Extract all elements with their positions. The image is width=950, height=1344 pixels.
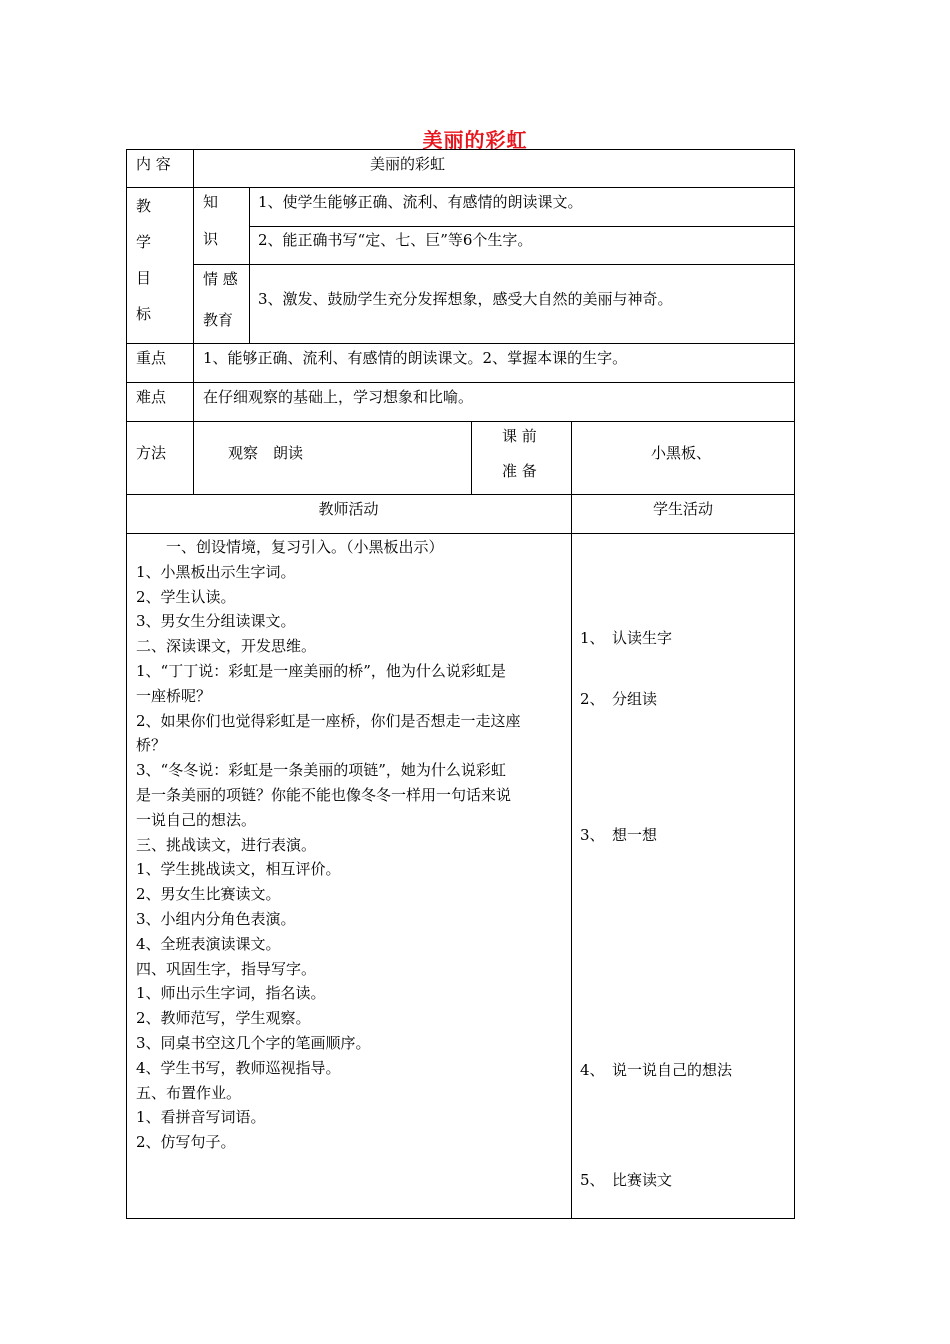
goals-label-char: 学 (136, 233, 152, 251)
column-divider (193, 149, 194, 494)
knowledge-label-char: 识 (203, 230, 219, 248)
teacher-line: 2、教师范写，学生观察。 (136, 1009, 311, 1028)
teacher-line: 4、学生书写，教师巡视指导。 (136, 1058, 341, 1077)
prep-label-line: 课 前 (502, 427, 537, 445)
knowledge-goal-1: 1、使学生能够正确、流利、有感情的朗读课文。 (258, 193, 583, 211)
teacher-line: 2、仿写句子。 (136, 1133, 236, 1152)
student-activity-item: 3、 想一想 (580, 826, 658, 844)
row-divider (126, 187, 795, 188)
row-divider (126, 382, 795, 383)
teacher-line: 1、“丁丁说：彩虹是一座美丽的桥”，他为什么说彩虹是 (136, 661, 506, 680)
teacher-activity-header: 教师活动 (318, 500, 379, 518)
goals-label-char: 目 (136, 269, 152, 287)
emotion-label-line: 情 感 (203, 270, 238, 288)
knowledge-label-char: 知 (203, 193, 219, 211)
student-activity-header: 学生活动 (652, 500, 713, 518)
row-divider (126, 494, 795, 495)
teacher-line: 桥？ (136, 736, 167, 755)
student-activity-item: 1、 认读生字 (580, 629, 673, 647)
teacher-line: 3、同桌书空这几个字的笔画顺序。 (136, 1033, 371, 1052)
key-points-label: 重点 (136, 349, 167, 367)
teacher-line: 2、男女生比赛读文。 (136, 885, 281, 904)
goals-label-char: 标 (136, 305, 152, 323)
row-divider (249, 226, 795, 227)
teacher-line: 1、小黑板出示生字词。 (136, 562, 296, 581)
teacher-line: 一说自己的想法。 (136, 810, 257, 829)
column-divider (571, 421, 572, 1219)
teacher-line: 3、“冬冬说：彩虹是一条美丽的项链”，她为什么说彩虹 (136, 761, 506, 780)
teacher-line: 3、男女生分组读课文。 (136, 612, 296, 631)
teacher-line: 4、全班表演读课文。 (136, 934, 281, 953)
teacher-line: 2、如果你们也觉得彩虹是一座桥，你们是否想走一走这座 (136, 711, 521, 730)
teacher-line: 三、挑战读文，进行表演。 (136, 835, 317, 854)
document-title: 美丽的彩虹 (422, 128, 528, 152)
emotion-goal: 3、激发、鼓励学生充分发挥想象，感受大自然的美丽与神奇。 (258, 290, 673, 308)
teacher-line: 3、小组内分角色表演。 (136, 909, 296, 928)
prep-value: 小黑板、 (651, 444, 712, 462)
column-divider (471, 421, 472, 494)
emotion-label-line: 教育 (203, 311, 234, 329)
teacher-line: 二、深读课文，开发思维。 (136, 637, 317, 656)
row-divider (126, 343, 795, 344)
difficulties-value: 在仔细观察的基础上，学习想象和比喻。 (203, 388, 474, 406)
row-divider (126, 533, 795, 534)
key-points-value: 1、能够正确、流利、有感情的朗读课文。2、掌握本课的生字。 (203, 349, 628, 367)
teacher-line: 一座桥呢？ (136, 686, 212, 705)
teacher-line: 四、巩固生字，指导写字。 (136, 959, 317, 978)
student-activity-item: 2、 分组读 (580, 690, 658, 708)
teacher-line: 1、看拼音写词语。 (136, 1108, 266, 1127)
goals-label-char: 教 (136, 197, 152, 215)
teacher-line: 是一条美丽的项链？你能不能也像冬冬一样用一句话来说 (136, 785, 512, 804)
student-activity-item: 4、 说一说自己的想法 (580, 1061, 733, 1079)
method-value: 观察 朗读 (228, 444, 304, 462)
row-divider (126, 421, 795, 422)
method-label: 方法 (136, 444, 167, 462)
content-label: 内 容 (136, 155, 171, 173)
teacher-line: 1、师出示生字词，指名读。 (136, 984, 326, 1003)
difficulties-label: 难点 (136, 388, 167, 406)
teacher-line: 五、布置作业。 (136, 1083, 242, 1102)
teacher-activity-content (136, 535, 556, 1155)
content-value: 美丽的彩虹 (370, 155, 446, 173)
prep-label-line: 准 备 (502, 462, 537, 480)
student-activity-item: 5、 比赛读文 (580, 1171, 673, 1189)
knowledge-goal-2: 2、能正确书写“定、七、巨”等6个生字。 (258, 231, 533, 249)
column-divider (249, 187, 250, 343)
teacher-line: 1、学生挑战读文，相互评价。 (136, 860, 341, 879)
teacher-line: 2、学生认读。 (136, 587, 236, 606)
row-divider (193, 264, 795, 265)
teacher-line: 一、创设情境，复习引入。（小黑板出示） (136, 538, 444, 556)
